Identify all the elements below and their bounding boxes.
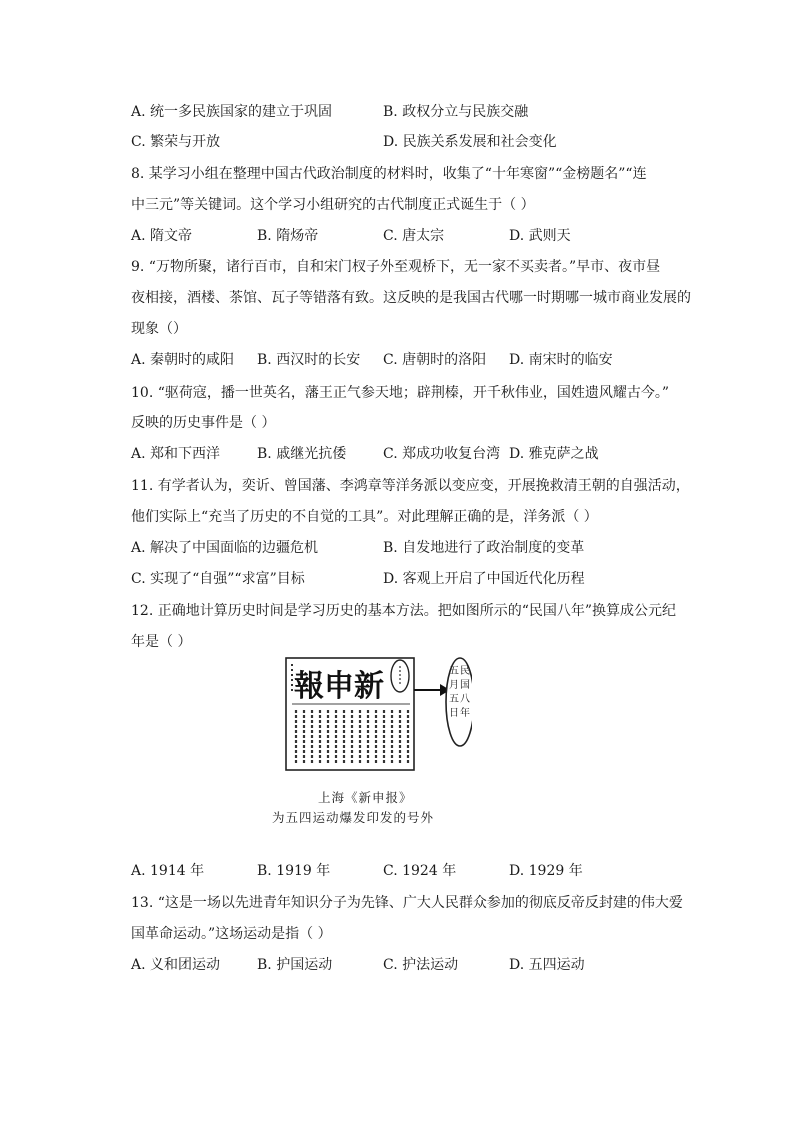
question-text-line: 10. “驱荷寇，播一世英名，藩王正气参天地；辟荆榛，开千秋伟业，国姓遗风耀古今。” — [131, 385, 670, 401]
question-text-line: 8. 某学习小组在整理中国古代政治制度的材料时，收集了“十年寒窗”“金榜题名”“连 — [131, 166, 647, 182]
date-char: 五 — [449, 694, 459, 705]
question-text-line: 年是（ ） — [131, 634, 192, 650]
masthead-text: 報申新 — [294, 669, 384, 704]
question-text-line: 现象（） — [131, 321, 187, 337]
option-d: D. 南宋时的临安 — [509, 352, 613, 368]
figure-caption-line: 上海《新申报》 — [318, 790, 413, 805]
option-b: B. 西汉时的长安 — [257, 352, 361, 368]
option-a: A. 1914 年 — [131, 863, 205, 879]
option-d: D. 五四运动 — [509, 957, 585, 973]
option-d: D. 雅克萨之战 — [509, 446, 599, 462]
option-a: A. 秦朝时的咸阳 — [131, 352, 235, 368]
question-text-line: 他们实际上“充当了历史的不自觉的工具”。对此理解正确的是，洋务派（ ） — [131, 509, 598, 525]
option-b: B. 自发地进行了政治制度的变革 — [383, 540, 585, 556]
option-c: C. 护法运动 — [383, 957, 459, 973]
option-d: D. 民族关系发展和社会变化 — [383, 134, 557, 150]
option-a: A. 隋文帝 — [131, 228, 193, 244]
date-char: 八 — [460, 694, 470, 705]
option-c: C. 实现了“自强”“求富”目标 — [131, 571, 305, 587]
date-char: 国 — [460, 680, 470, 691]
option-c: C. 唐朝时的洛阳 — [383, 352, 487, 368]
option-b: B. 政权分立与民族交融 — [383, 104, 529, 120]
question-text-line: 夜相接，酒楼、茶馆、瓦子等错落有致。这反映的是我国古代哪一时期哪一城市商业发展的 — [131, 290, 691, 306]
question-text-line: 11. 有学者认为，奕䜣、曾国藩、李鸿章等洋务派以变应变，开展挽救清王朝的自强活动， — [131, 478, 690, 494]
date-char: 五 — [449, 666, 459, 677]
question-text-line: 13. “这是一场以先进青年知识分子为先锋、广大人民群众参加的彻底反帝反封建的伟大爱 — [131, 895, 683, 911]
option-c: C. 郑成功收复台湾 — [383, 446, 501, 462]
question-text-line: 12. 正确地计算历史时间是学习历史的基本方法。把如图所示的“民国八年”换算成公元纪 — [131, 603, 677, 619]
option-d: D. 客观上开启了中国近代化历程 — [383, 571, 585, 587]
option-d: D. 武则天 — [509, 228, 571, 244]
option-c: C. 唐太宗 — [383, 228, 445, 244]
date-char: 民 — [460, 666, 470, 677]
option-b: B. 护国运动 — [257, 957, 333, 973]
question-text-line: 反映的历史事件是（ ） — [131, 415, 276, 431]
option-a: A. 郑和下西洋 — [131, 446, 221, 462]
option-b: B. 隋炀帝 — [257, 228, 319, 244]
option-c: C. 繁荣与开放 — [131, 134, 221, 150]
option-b: B. 1919 年 — [257, 863, 331, 879]
question-text-line: 9. “万物所聚，诸行百市，自和宋门杈子外至观桥下，无一家不买卖者。”早市、夜市昼 — [131, 259, 661, 275]
option-a: A. 统一多民族国家的建立于巩固 — [131, 104, 333, 120]
question-text-line: 中三元”等关键词。这个学习小组研究的古代制度正式诞生于（ ） — [131, 197, 535, 213]
option-d: D. 1929 年 — [509, 863, 583, 879]
date-char: 日 — [449, 708, 459, 719]
option-a: A. 义和团运动 — [131, 957, 221, 973]
date-char: 月 — [449, 680, 459, 691]
figure-caption-line: 为五四运动爆发印发的号外 — [272, 810, 435, 825]
date-char: 年 — [460, 708, 470, 719]
option-a: A. 解决了中国面临的边疆危机 — [131, 540, 319, 556]
option-b: B. 戚继光抗倭 — [257, 446, 347, 462]
question-text-line: 国革命运动。”这场运动是指（ ） — [131, 926, 332, 942]
option-c: C. 1924 年 — [383, 863, 457, 879]
